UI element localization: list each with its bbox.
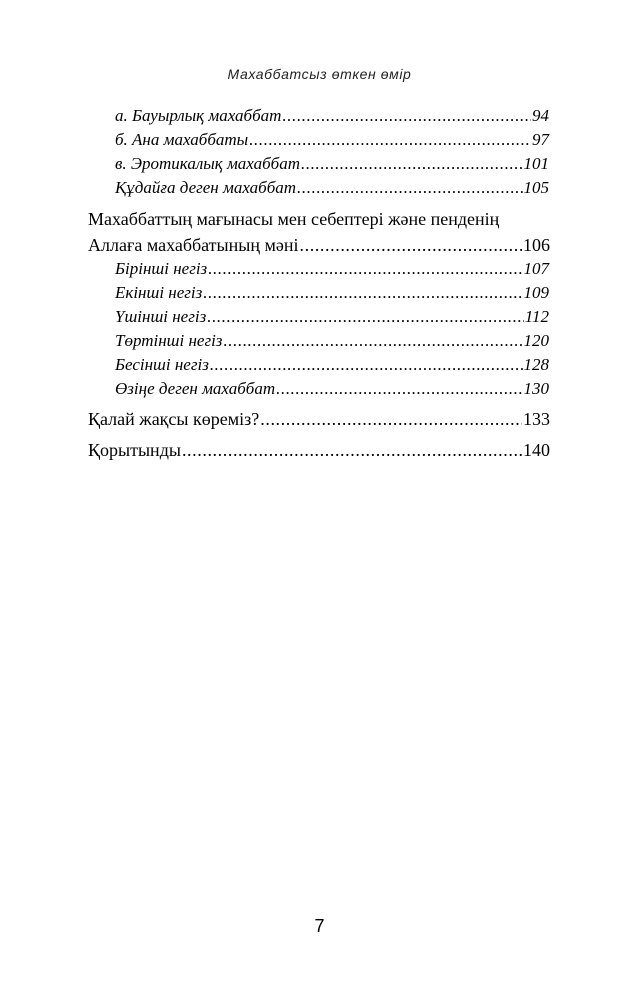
toc-entry-title: Аллаға махаббатының мәні: [88, 235, 299, 255]
dot-leader: [249, 128, 531, 152]
dot-leader: [300, 233, 522, 257]
toc-entry-title: Өзіңе деген махаббат: [115, 379, 276, 398]
toc-entry-title: Құдайға деген махаббат: [115, 178, 297, 197]
toc-entry-page: 107: [523, 259, 549, 278]
toc-entry-page: 133: [523, 409, 550, 429]
toc-entry-page: 128: [523, 355, 549, 374]
toc-entry-page: 97: [532, 130, 549, 149]
toc-entry: [115, 176, 549, 200]
dot-leader: [297, 176, 522, 200]
toc-entry-page: 130: [523, 379, 549, 398]
toc-section-title-line: Махаббаттың мағынасы мен себептері және пенденің: [88, 209, 500, 229]
dot-leader: [282, 104, 531, 128]
toc-entry: [115, 257, 549, 281]
dot-leader: [208, 257, 522, 281]
toc-entry-title: Қалай жақсы көреміз?: [88, 409, 260, 429]
toc-section-entry: [88, 233, 550, 257]
toc-entry-title: Төртінші негіз: [115, 331, 223, 350]
toc-entry: [115, 128, 549, 152]
toc-entry-title: Екінші негіз: [115, 283, 203, 302]
toc-entry-page: 109: [523, 283, 549, 302]
toc-entry: [115, 305, 549, 329]
toc-entry: [115, 281, 549, 305]
dot-leader: [210, 353, 523, 377]
dot-leader: [207, 305, 524, 329]
toc-entry-page: 94: [532, 106, 549, 125]
toc-entry: [115, 377, 549, 401]
dot-leader: [203, 281, 522, 305]
toc-entry-page: 106: [523, 235, 550, 255]
toc-entry-page: 140: [523, 440, 550, 460]
page-number: 7: [314, 916, 325, 936]
toc-section-entry: [88, 407, 550, 431]
toc-entry: [115, 152, 549, 176]
toc-entry-page: 101: [523, 154, 549, 173]
toc-entry-page: 112: [524, 307, 549, 326]
toc-entry: [115, 104, 549, 128]
dot-leader: [276, 377, 522, 401]
toc-entry-title: Қорытынды: [88, 440, 181, 460]
toc-entry: [115, 329, 549, 353]
dot-leader: [260, 407, 522, 431]
dot-leader: [301, 152, 523, 176]
running-header: Махаббатсыз өткен өмір: [227, 66, 412, 82]
toc-entry-title: Бірінші негіз: [115, 259, 208, 278]
toc-entry: [115, 353, 549, 377]
toc-entry-page: 120: [523, 331, 549, 350]
toc-section-entry: [88, 438, 550, 462]
toc-entry-title: Бесінші негіз: [115, 355, 209, 374]
toc-entry-title: а. Бауырлық махаббат: [115, 106, 282, 125]
dot-leader: [223, 329, 522, 353]
toc-entry-title: в. Эротикалық махаббат: [115, 154, 300, 173]
dot-leader: [182, 438, 522, 462]
toc-entry-title: б. Ана махаббаты: [115, 130, 249, 149]
toc-entry-title: Үшінші негіз: [115, 307, 207, 326]
toc-entry-page: 105: [523, 178, 549, 197]
